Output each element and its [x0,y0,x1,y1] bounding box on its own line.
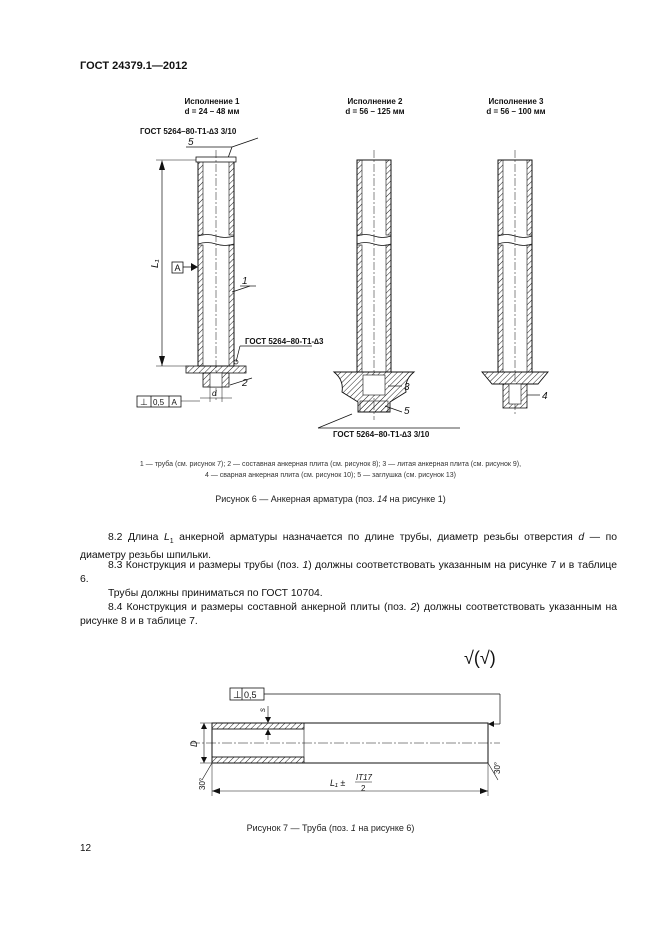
tolerance-fraction-den: 2 [361,784,366,793]
wall-label-s: s [258,708,267,712]
tol-datum-fig6: А [171,398,177,407]
tolerance-fraction-num: IT17 [356,773,373,782]
callout-4: 4 [542,391,548,402]
paragraph-pipes: Трубы должны приниматься по ГОСТ 10704. [108,588,323,599]
callout-3: 3 [404,382,410,393]
tol-symbol-fig6: ⊥ [140,397,148,407]
length-label-fig7: L₁ ± [330,778,346,788]
figure-6-caption: Рисунок 6 — Анкерная арматура (поз. 14 на рисунке 1) [215,494,446,504]
variant3-tube [482,150,548,416]
variant1-range: d = 24 – 48 мм [184,107,240,116]
figure-7-tube [190,723,500,763]
variant3-title: Исполнение 3 [488,97,544,106]
figure-6-drawing [0,0,661,460]
angle-right: 30° [493,761,502,774]
paragraph-8-2: 8.2 Длина $L_1$ анкерной арматуры назначается по длине трубы, диаметр резьбы отверстия d — по диаметру резьбы шпильки. [80,532,618,562]
weld-label-mid: ГОСТ 5264–80-Т1-∆3 [245,337,324,346]
callout-1: 1 [242,276,248,287]
tol-value-fig7: 0,5 [244,690,257,700]
variant2-tube [334,150,414,420]
figure-7-caption: Рисунок 7 — Труба (поз. 1 на рисунке 6) [246,823,415,833]
callout-2: 2 [242,378,248,389]
paragraph-8-3: 8.3 Конструкция и размеры трубы (поз. 1) должны соответствовать указанным на рисунке 7 и в таблице 6. [80,560,617,586]
variant1-tube [186,150,246,400]
figure-6-legend-line-2: 4 — сварная анкерная плита (см. рисунок 10); 5 — заглушка (см. рисунок 13) [204,472,456,479]
length-label-L1: L₁ [150,259,161,268]
roughness-symbol: √(√) [464,648,496,668]
paragraph-8-4: 8.4 Конструкция и размеры составной анкерной плиты (поз. 2) должны соответствовать указанным на рисунке 8 и в таблице 7. [80,602,617,628]
variant3-range: d = 56 – 100 мм [486,107,546,116]
angle-left: 30° [198,777,207,790]
figure-6-legend-line-1: 1 — труба (см. рисунок 7); 2 — составная анкерная плита (см. рисунок 8); 3 — литая анкерная плита (см. рисунок 9), [139,461,522,468]
weld-label-bottom: ГОСТ 5264–80-Т1-∆3 3/10 [333,430,430,439]
datum-A: А [174,263,181,273]
document-header: ГОСТ 24379.1—2012 [80,60,188,72]
weld-label-top: ГОСТ 5264–80-Т1-∆3 3/10 [140,127,237,136]
figure-7-drawing [0,640,661,820]
callout-5-top: 5 [188,137,194,148]
variant2-range: d = 56 – 125 мм [345,107,405,116]
page-number: 12 [80,843,92,854]
dia-label-D: D [189,740,199,747]
dia-label-d: d [212,389,217,398]
callout-5-bottom: 5 [404,406,410,417]
variant2-title: Исполнение 2 [347,97,403,106]
variant1-title: Исполнение 1 [184,97,240,106]
tol-value-fig6: 0,5 [153,398,165,407]
tol-symbol-fig7: ⊥ [233,690,242,701]
